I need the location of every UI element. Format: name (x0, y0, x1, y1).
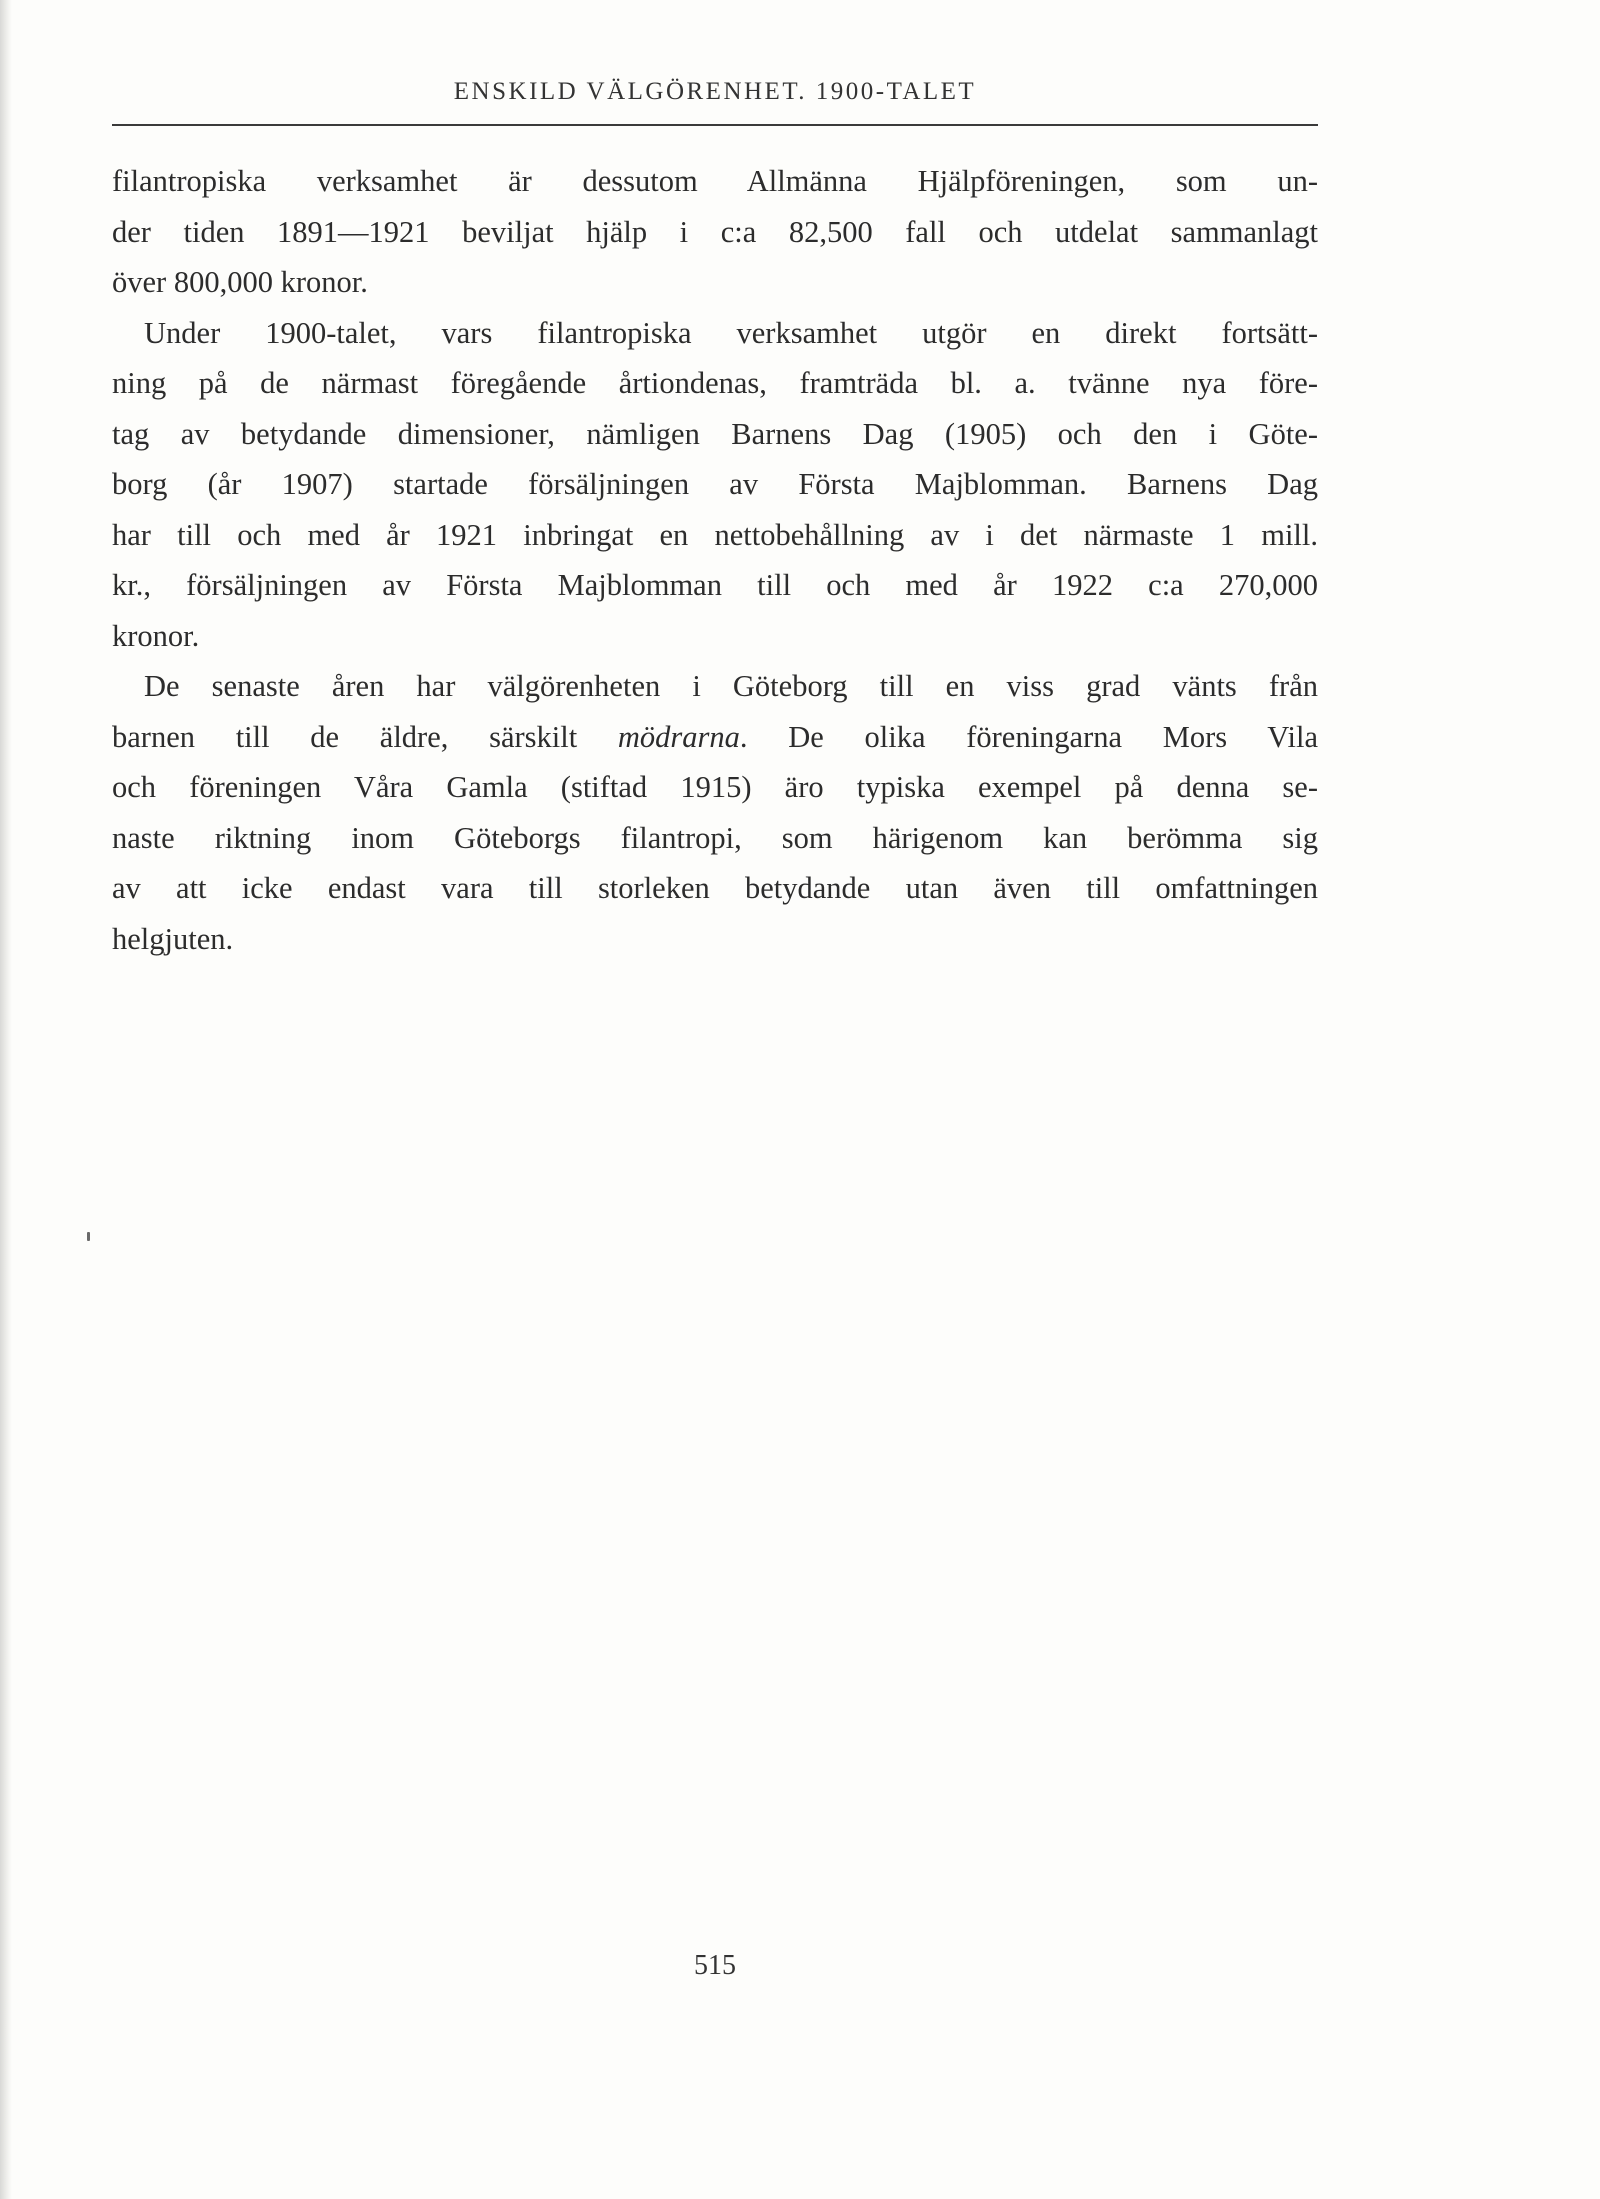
body-text (112, 156, 1318, 964)
text-line: och föreningen Våra Gamla (stiftad 1915) äro typiska exempel på denna se- (112, 770, 1318, 804)
page-number: 515 (694, 1950, 736, 1981)
text-line (112, 712, 1318, 763)
text-line: kronor. (112, 618, 200, 653)
text-line: har till och med år 1921 inbringat en nettobehållning av i det närmaste 1 mill. (112, 517, 1318, 552)
header-rule (112, 124, 1318, 126)
text-line: av att icke endast vara till storleken betydande utan även till omfattningen (112, 871, 1318, 905)
text-line: över 800,000 kronor. (112, 265, 368, 299)
running-header: ENSKILD VÄLGÖRENHET. 1900-TALET (453, 78, 977, 105)
text-line: kr., försäljningen av Första Majblomman till och med år 1922 c:a 270,000 (112, 568, 1318, 602)
text-line: filantropiska verksamhet är dessutom Allmänna Hjälpföreningen, som un- (112, 164, 1318, 198)
text-line: helgjuten. (112, 921, 234, 956)
text-line: naste riktning inom Göteborgs filantropi, som härigenom kan berömma sig (112, 820, 1318, 855)
text-line: Under 1900-talet, vars filantropiska verksamhet utgör en direkt fortsätt- (144, 315, 1318, 350)
text-line: der tiden 1891—1921 beviljat hjälp i c:a 82,500 fall och utdelat sammanlagt (112, 214, 1318, 249)
text-line: ning på de närmast föregående årtiondenas, framträda bl. a. tvänne nya före- (112, 366, 1318, 400)
paragraph-2 (112, 308, 1318, 662)
text-line: borg (år 1907) startade försäljningen av Första Majblomman. Barnens Dag (112, 467, 1318, 501)
paper-speck (87, 1232, 90, 1241)
paragraph-3 (112, 661, 1318, 964)
paragraph-1 (112, 156, 1318, 308)
emphasis-text: mödrarna (617, 719, 740, 754)
text-line: De senaste åren har välgörenheten i Göteborg till en viss grad vänts från (144, 669, 1318, 703)
page-edge-shadow (0, 0, 12, 2199)
text-line: tag av betydande dimensioner, nämligen Barnens Dag (1905) och den i Göte- (112, 416, 1318, 451)
text-segment: . De olika föreningarna Mors Vila (739, 719, 1318, 754)
text-segment: barnen till de äldre, särskilt (112, 719, 618, 754)
